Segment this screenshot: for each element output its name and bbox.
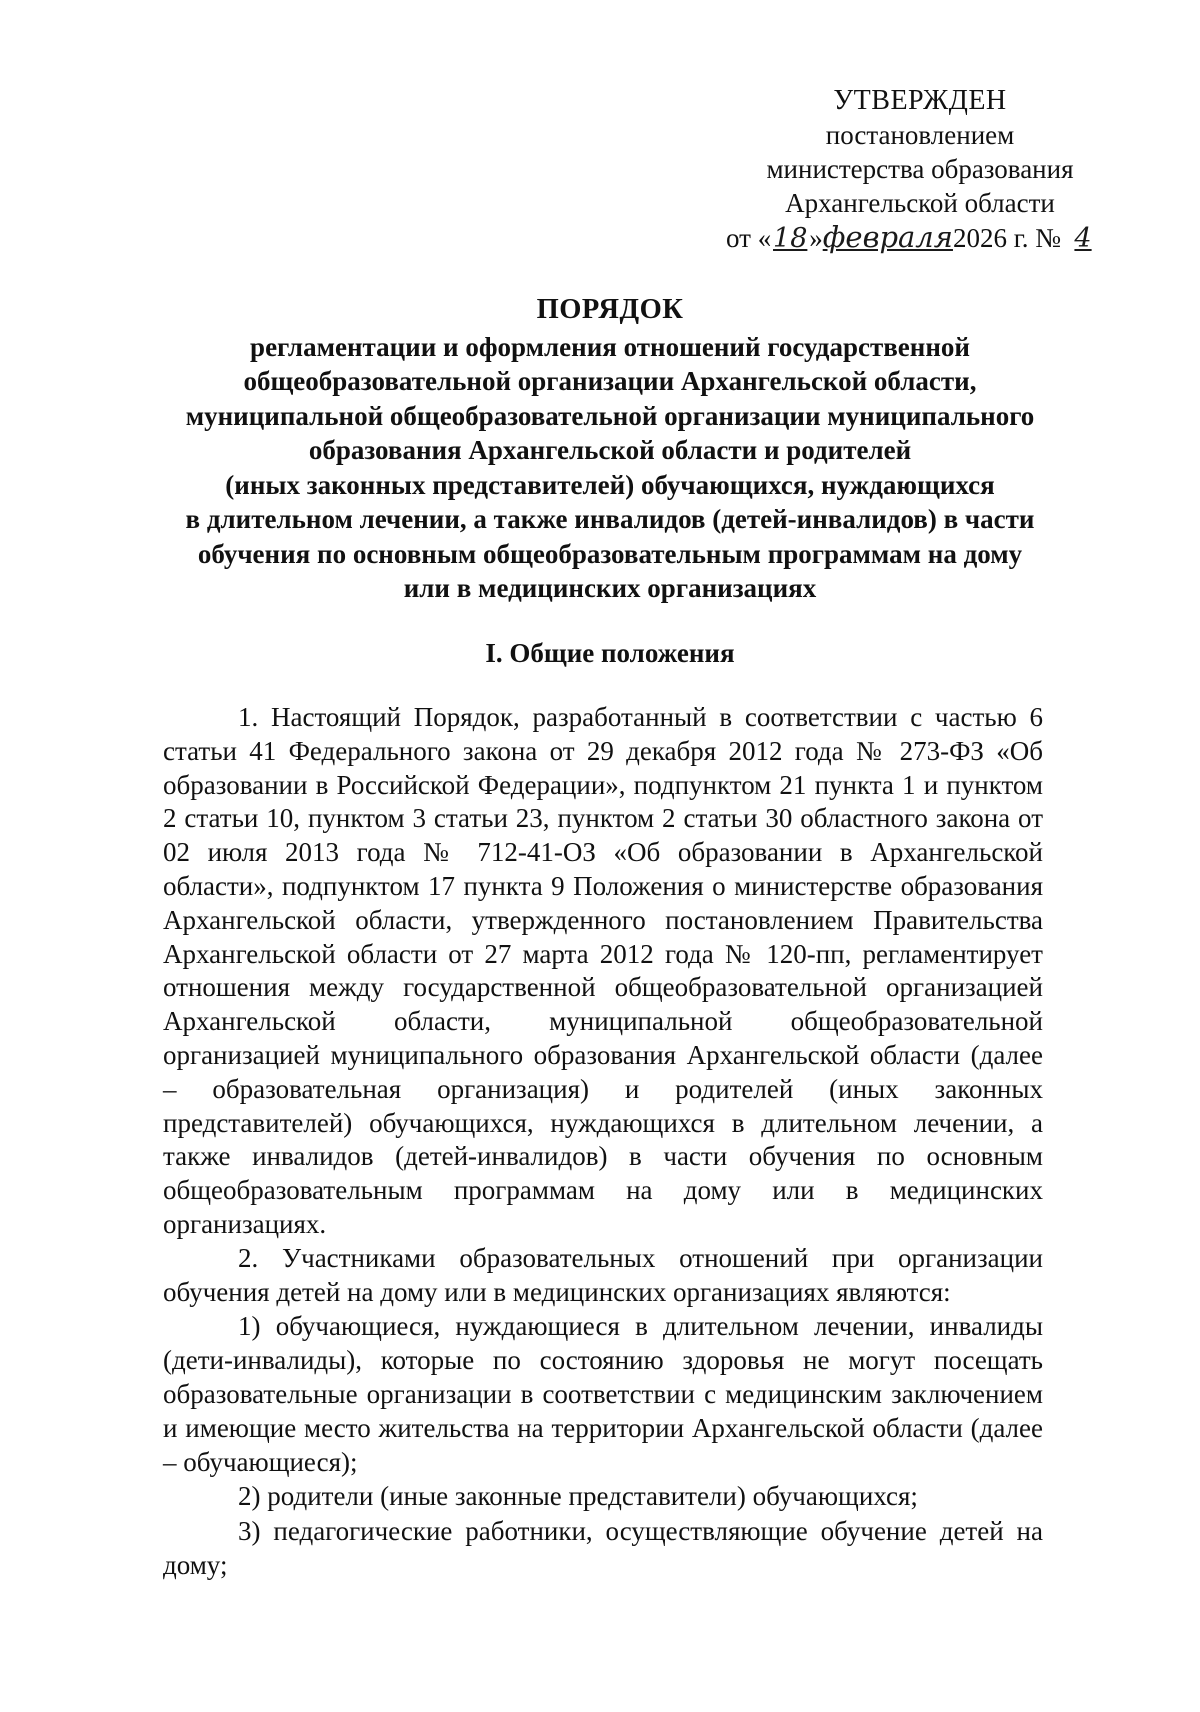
list-item-2: 2) родители (иные законные представители) обучающихся; [238,1481,918,1512]
title-line: обучения по основным общеобразовательным программам на дому [197,538,1023,569]
approval-line-region: Архангельской области [785,188,1055,218]
approval-stamp-block [720,84,1120,256]
title-line: в длительном лечении, а также инвалидов (детей-инвалидов) в части [185,504,1035,534]
paragraph-2: 2. Участниками образовательных отношений при организации обучения детей на дому или в медицинских организациях являются: [163,1242,1043,1307]
document-body [163,701,1043,1583]
approval-line-ministry: министерства образования [766,154,1074,184]
document-title-block [150,293,1070,606]
title-line: общеобразовательной организации Архангельской области, [243,366,977,396]
list-item-3: 3) педагогические работники, осуществляющие обучение детей на дому; [163,1516,1043,1580]
handwritten-doc-number: 4 [1074,223,1092,254]
date-prefix: от « [726,223,772,253]
list-item-1: 1) обучающиеся, нуждающиеся в длительном лечении, инвалиды (дети-инвалиды), которые по состоянию здоровья не могут посещать образовательные организации в соответствии с медицинским заключением и имеющие место жительства на территории Архангельской области (далее – обучающиеся); [163,1311,1043,1477]
paragraph-1: 1. Настоящий Порядок, разработанный в соответствии с частью 6 статьи 41 Федерального закона от 29 декабря 2012 года № 273-ФЗ «Об образовании в Российской Федерации», подпунктом 21 пункта 1 и пунктом 2 статьи 10, пунктом 3 статьи 23, пунктом 2 статьи 30 областного закона от 02 июля 2013 года № 712-41-ОЗ «Об образовании в Архангельской области», подпунктом 17 пункта 9 Положения о министерстве образования Архангельской области, утвержденного постановлением Правительства Архангельской области от 27 марта 2012 года № 120-пп, регламентирует отношения между государственной общеобразовательной организацией Архангельской области, муниципальной общеобразовательной организацией муниципального образования Архангельской области (далее – образовательная организация) и родителей (иных законных представителей) обучающихся, нуждающихся в длительном лечении, а также инвалидов (детей-инвалидов) в части обучения по основным общеобразовательным программам на дому или в медицинских организациях. [163,702,1043,1239]
date-quote-close: » [809,223,823,253]
handwritten-month: февраля [822,220,953,254]
approval-line-resolution: постановлением [825,120,1015,150]
section-heading: I. Общие положения [485,638,735,668]
handwritten-day: 18 [773,223,808,254]
approval-date-line [720,220,1120,256]
document-title: ПОРЯДОК [536,294,684,325]
title-line: или в медицинских организациях [403,573,817,603]
title-line: образования Архангельской области и родителей [308,435,912,465]
approval-title: УТВЕРЖДЕН [833,85,1007,116]
date-year-number-label: 2026 г. № [952,223,1062,253]
title-line: муниципальной общеобразовательной организации муниципального [185,400,1035,431]
title-line: регламентации и оформления отношений государственной [250,331,970,362]
title-line: (иных законных представителей) обучающихся, нуждающихся [225,469,995,500]
